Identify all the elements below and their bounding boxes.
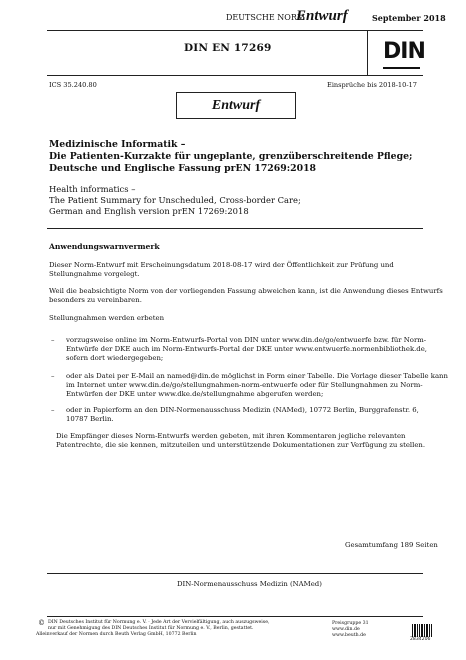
text-line: Stellungnahme vorgelegt. [49,270,140,278]
text-line: vorzugsweise online im Norm-Entwurfs-Portal von DIN unter www.din.de/go/entwuerfe bzw. für Norm- [66,336,427,344]
text-line: Alleinverkauf der Normen durch Beuth Verlag GmbH, 10772 Berlin [36,632,197,637]
ics-code: ICS 35.240.80 [49,81,97,89]
objection-date: Einsprüche bis 2018-10-17 [327,81,417,89]
text-line: 10787 Berlin. [66,415,114,423]
bullet-dash: – [51,336,55,344]
committee-name: DIN-Normenausschuss Medizin (NAMed) [177,580,322,588]
text-line: oder in Papierform an den DIN-Normenausschuss Medizin (NAMed), 10772 Berlin, Burggrafenstr. 6, [66,406,419,414]
title-en-line: Health informatics – [49,184,136,194]
text-line: DIN Deutsches Institut für Normung e. V. · Jede Art der Vervielfältigung, auch auszugsweise, [48,620,270,625]
text-line: oder als Datei per E-Mail an named@din.de möglichst in Form einer Tabelle. Die Vorlage dieser Tabelle kann [66,372,448,380]
text-line: sofern dort wiedergegeben; [66,354,164,362]
bullet-dash: – [51,372,55,380]
standard-number: DIN EN 17269 [184,42,272,54]
title-de-line: Medizinische Informatik – [49,139,186,150]
footer-legal [36,620,270,638]
bullet-paper [66,406,419,424]
text-line: nur mit Genehmigung des DIN Deutsches Institut für Normung e. V., Berlin, gestattet. [48,626,254,631]
barcode-number: 2834206 [410,637,431,642]
title-german [49,139,412,175]
text-line: im Internet unter www.din.de/go/stellungnahmen-norm-entwuerfe oder für Stellungnahmen zu Norm- [66,381,423,389]
warning-paragraph-4 [56,432,425,450]
din-logo-icon: DIN [383,37,420,69]
text-line: Entwürfen der DKE unter www.dke.de/stellungnahme abgerufen werden; [66,390,324,398]
copyright-icon: © [38,619,45,627]
bullet-online [66,336,427,363]
text-line: Entwürfe der DKE auch im Norm-Entwurfs-Portal der DKE unter www.entwuerfe.normenbibliothek.de, [66,345,427,353]
total-pages: Gesamtumfang 189 Seiten [345,541,438,549]
title-de-line: Die Patienten-Kurzakte für ungeplante, grenzüberschreitende Pflege; [49,151,413,162]
text-line: Patentrechte, die sie kennen, mitzuteilen und unterstützende Dokumentationen zur Verfügung zu stellen. [56,441,426,449]
warning-paragraph-3: Stellungnahmen werden erbeten [49,314,165,322]
title-english [49,184,301,217]
warning-heading: Anwendungswarnvermerk [49,242,160,251]
section-bottom-line [47,573,423,574]
logo-divider [367,30,368,75]
text-line: besonders zu vereinbaren. [49,296,142,304]
header-label: DEUTSCHE NORM [226,13,306,22]
text-line: Die Empfänger dieses Norm-Entwurfs werden gebeten, mit ihren Kommentaren jegliche relevanten [56,432,406,440]
section-top-line [47,228,423,229]
title-de-line: Deutsche und Englische Fassung prEN 17269:2018 [49,163,317,174]
header-status: Entwurf [296,8,348,24]
bullet-email [66,372,448,399]
text-line: Weil die beabsichtigte Norm von der vorliegenden Fassung abweichen kann, ist die Anwendung dieses Entwurfs [49,287,443,295]
warning-paragraph-1 [49,261,394,279]
draft-box: Entwurf [176,92,296,119]
header-date: September 2018 [372,13,446,23]
price-group: Preisgruppe 31 [332,621,369,626]
beuth-website: www.beuth.de [332,633,366,638]
footer-top-line [47,616,423,617]
bullet-dash: – [51,406,55,414]
footer-right [332,621,369,639]
title-en-line: German and English version prEN 17269:2018 [49,206,249,216]
warning-paragraph-2 [49,287,443,305]
din-website: www.din.de [332,627,360,632]
frame-mid-line [47,75,423,76]
text-line: Dieser Norm-Entwurf mit Erscheinungsdatum 2018-08-17 wird der Öffentlichkeit zur Prüfung und [49,261,394,269]
title-en-line: The Patient Summary for Unscheduled, Cross-border Care; [49,195,301,205]
